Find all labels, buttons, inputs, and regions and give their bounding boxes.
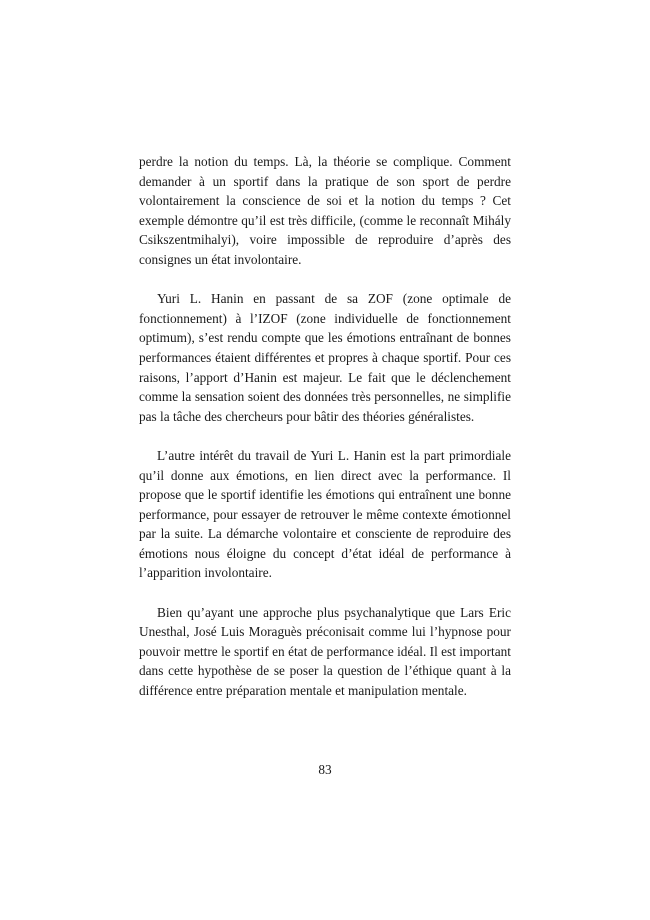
paragraph-3: L’autre intérêt du travail de Yuri L. Hanin est la part primordiale qu’il donne aux émotions, en lien direct avec la performance. Il propose que le sportif identifie les émotions qui entraînent une bonne performance, pour essayer de retrouver le même contexte émotionnel par la suite. La démarche volontaire et consciente de reproduire des émotions nous éloigne du concept d’état idéal de performance à l’apparition involontaire. <box>139 447 511 581</box>
body-text <box>139 152 511 701</box>
paragraph-4: Bien qu’ayant une approche plus psychanalytique que Lars Eric Unesthal, José Luis Moraguès préconisait comme lui l’hypnose pour pouvoir mettre le sportif en état de performance idéal. Il est important dans cette hypothèse de se poser la question de l’éthique quant à la différence entre préparation mentale et manipulation mentale. <box>139 604 511 699</box>
page-number: 83 <box>318 762 332 777</box>
paragraph-1: perdre la notion du temps. Là, la théorie se complique. Comment demander à un sportif dans la pratique de son sport de perdre volontairement la conscience de soi et la notion du temps ? Cet exemple démontre qu’il est très difficile, (comme le reconnaît Mihály Csikszentmihalyi), voire impossible de reproduire d’après des consignes un état involontaire. <box>139 154 511 267</box>
paragraph-2: Yuri L. Hanin en passant de sa ZOF (zone optimale de fonctionnement) à l’IZOF (zone individuelle de fonctionnement optimum), s’est rendu compte que les émotions entraînant de bonnes performances étaient différentes et propres à chaque sportif. Pour ces raisons, l’apport d’Hanin est majeur. Le fait que le déclenchement comme la sensation soient des données très personnelles, ne simplifie pas la tâche des chercheurs pour bâtir des théories généralistes. <box>139 291 511 424</box>
